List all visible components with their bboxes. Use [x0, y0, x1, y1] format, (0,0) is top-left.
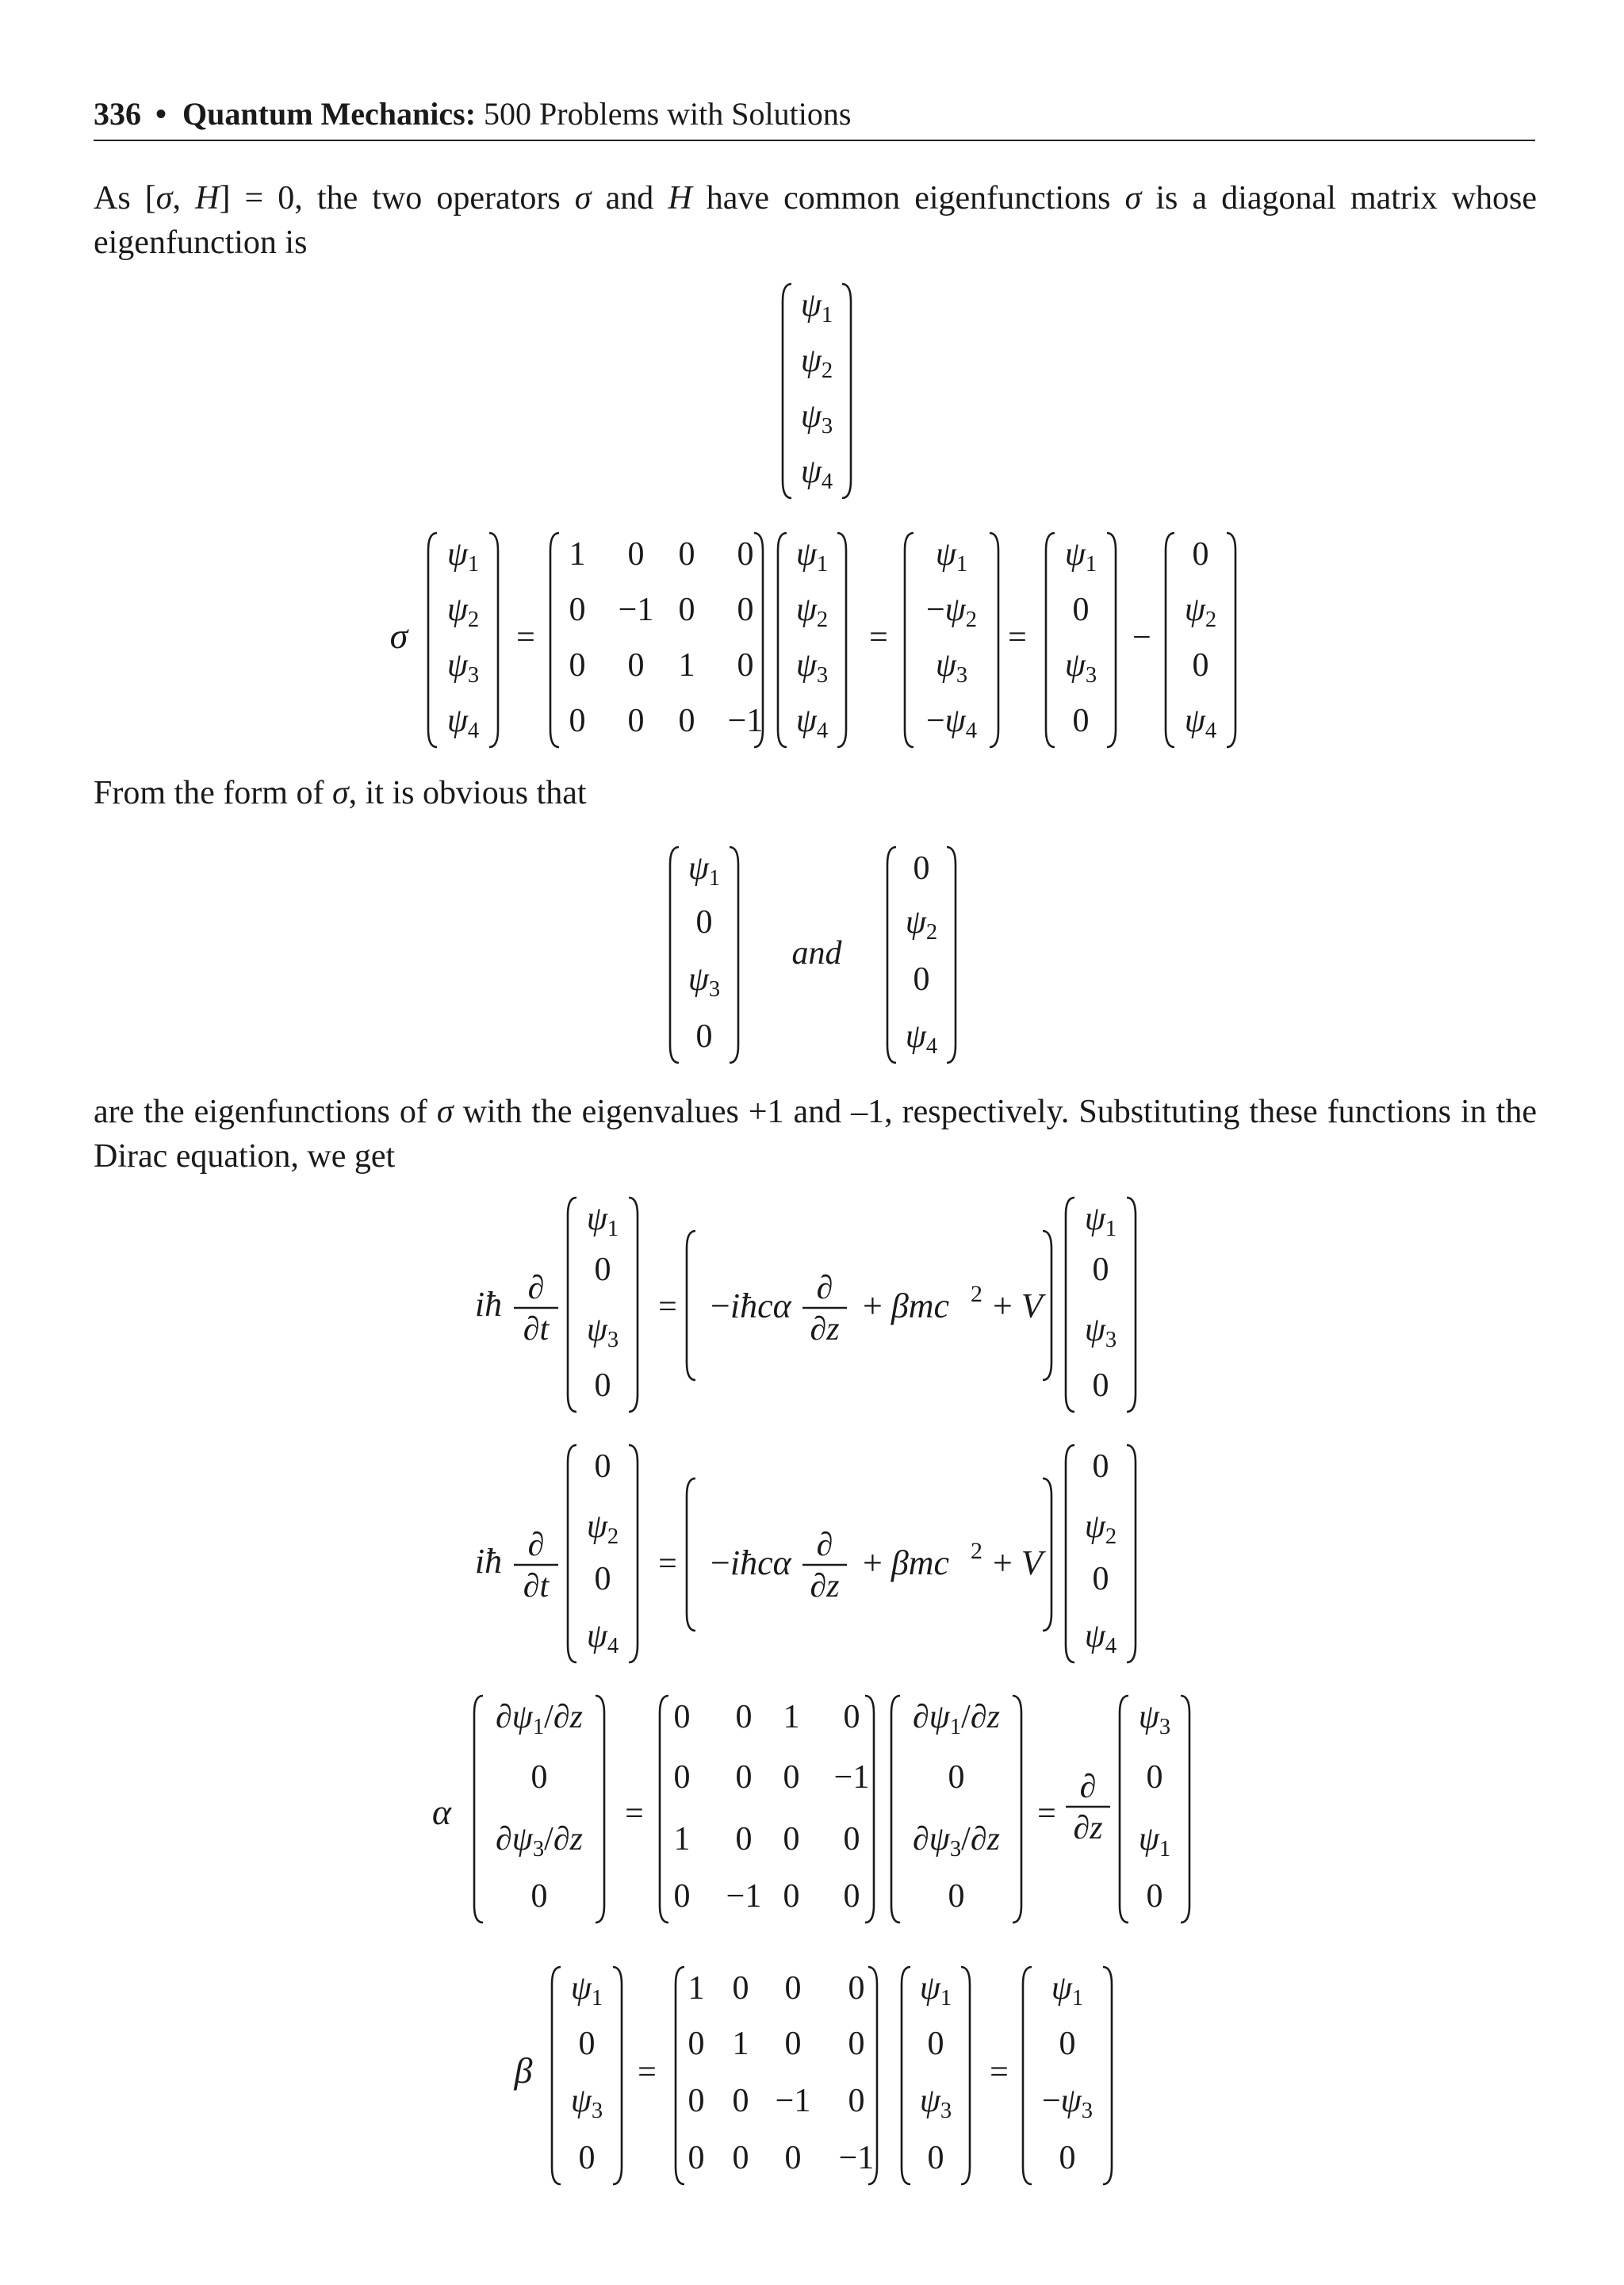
vector-entry: ψ3: [935, 647, 968, 688]
right-paren: [1103, 1967, 1112, 2184]
right-paren: [613, 1967, 622, 2184]
sigma-equation: [390, 533, 1235, 747]
right-paren: [1013, 1696, 1021, 1923]
fraction-denominator: ∂t: [523, 1311, 550, 1348]
eigenfunction-plus: [670, 847, 738, 1063]
matrix-entry: 0: [627, 536, 645, 573]
matrix-entry: 0: [737, 592, 754, 628]
equals-sign: =: [869, 619, 888, 656]
matrix-entry: 1: [673, 1821, 691, 1858]
left-paren: [902, 1967, 910, 2184]
vector-entry: 0: [1092, 1367, 1109, 1404]
operator-prefix: −iħcα: [710, 1286, 791, 1325]
fraction-numerator: ∂: [816, 1270, 833, 1306]
right-paren: [842, 284, 851, 498]
matrix-entry: 0: [784, 2026, 802, 2062]
matrix-entry: 0: [732, 1970, 749, 2007]
matrix-entry: −1: [727, 703, 764, 739]
paragraph-eigenvalues: are the eigenfunctions of σ with the eigenvalues +1 and –1, respectively. Substituting these functions in the Dirac equation, we get: [94, 1094, 1537, 1175]
vector-entry: 0: [1092, 1448, 1109, 1485]
equals-sign: =: [658, 1546, 677, 1582]
vector-entry: ψ2: [800, 343, 833, 383]
vector-entry: −ψ3: [1041, 2083, 1094, 2123]
right-paren: [489, 533, 498, 747]
left-paren: [568, 1445, 576, 1662]
matrix-entry: 0: [627, 647, 645, 684]
vector-entry: ψ2: [1084, 1509, 1117, 1549]
matrix-entry: 0: [678, 703, 695, 739]
matrix-entry: 0: [735, 1821, 753, 1858]
vector-entry: ψ2: [446, 592, 480, 632]
equals-sign: =: [638, 2054, 657, 2091]
equals-sign: =: [1037, 1796, 1056, 1832]
matrix-entry: −1: [775, 2083, 811, 2119]
space-derivative: [802, 1527, 847, 1604]
vector-entry: 0: [1192, 536, 1209, 573]
matrix-entry: 0: [784, 2140, 802, 2176]
z-derivative: [1066, 1769, 1110, 1846]
matrix-entry: 0: [627, 703, 645, 739]
vector-entry: ψ4: [905, 1018, 938, 1059]
sigma-split-a: [1046, 533, 1116, 747]
dirac-lhs-vector: [568, 1445, 638, 1662]
matrix-entry: 0: [737, 647, 754, 684]
matrix-entry: 0: [673, 1878, 691, 1915]
superscript-two: 2: [971, 1281, 982, 1307]
vector-entry: 0: [594, 1561, 611, 1597]
vector-entry: 0: [1146, 1878, 1163, 1915]
sigma-split-b: [1166, 533, 1235, 747]
left-paren: [778, 533, 787, 747]
matrix-entry: 0: [848, 2026, 865, 2062]
operator-prefix: −iħcα: [710, 1543, 791, 1582]
vector-entry: ψ3: [688, 961, 721, 1002]
right-paren: [990, 533, 998, 747]
vector-entry: −ψ2: [925, 592, 978, 632]
left-paren: [1066, 1198, 1074, 1412]
fraction-denominator: ∂z: [810, 1568, 840, 1604]
beta-operator: β: [514, 2050, 533, 2091]
vector-entry: ∂ψ3/∂z: [496, 1821, 583, 1861]
vector-entry: ψ1: [1084, 1201, 1117, 1241]
matrix-entry: 0: [688, 2083, 705, 2119]
matrix-entry: 0: [784, 1970, 802, 2007]
matrix-entry: −1: [726, 1878, 762, 1915]
vector-entry: ψ3: [919, 2083, 952, 2123]
vector-entry: 0: [927, 2026, 944, 2062]
sigma-matrix: [550, 533, 763, 747]
sigma-psi-vector: [778, 533, 846, 747]
vector-entry: 0: [594, 1367, 611, 1404]
fraction-numerator: ∂: [527, 1270, 545, 1306]
vector-entry: ψ1: [586, 1201, 619, 1241]
eigenfunction-minus: [887, 847, 956, 1063]
vector-entry: 0: [913, 961, 930, 998]
dirac-equation-2: [475, 1445, 1136, 1662]
matrix-entry: 0: [569, 647, 586, 684]
vector-entry: −ψ4: [925, 703, 978, 743]
matrix-entry: 0: [783, 1878, 800, 1915]
equals-sign: =: [516, 619, 535, 656]
right-paren: [1181, 1696, 1189, 1923]
dirac-rhs-vector: [1066, 1445, 1136, 1662]
vector-entry: ψ1: [688, 850, 721, 891]
vector-entry: ψ3: [586, 1312, 619, 1352]
vector-entry: ψ3: [1084, 1312, 1117, 1352]
matrix-entry: 0: [843, 1699, 860, 1735]
fraction-denominator: ∂t: [523, 1568, 550, 1604]
right-paren: [629, 1198, 638, 1412]
alpha-psi-vector: [891, 1696, 1021, 1923]
eigenfunction-vector: [783, 284, 851, 498]
operator-potential: + V: [993, 1543, 1043, 1582]
vector-entry: 0: [695, 904, 713, 941]
matrix-entry: 0: [737, 536, 754, 573]
vector-entry: 0: [1092, 1252, 1109, 1288]
sigma-lhs-vector: [428, 533, 498, 747]
right-paren: [947, 847, 956, 1063]
book-title: Quantum Mechanics:: [182, 96, 477, 132]
right-paren: [1043, 1231, 1051, 1380]
matrix-entry: 0: [569, 703, 586, 739]
time-derivative: [514, 1270, 558, 1348]
matrix-entry: 0: [783, 1759, 800, 1796]
matrix-entry: 1: [732, 2026, 749, 2062]
right-paren: [961, 1967, 970, 2184]
beta-equation: [514, 1967, 1112, 2184]
vector-entry: ∂ψ1/∂z: [913, 1699, 1000, 1739]
left-paren: [660, 1696, 668, 1923]
vector-entry: 0: [578, 2140, 596, 2176]
right-paren: [1127, 1198, 1136, 1412]
left-paren: [783, 284, 791, 498]
ih-bar: iħ: [474, 1285, 503, 1324]
vector-entry: 0: [1072, 592, 1090, 628]
dirac-operator: [687, 1231, 1051, 1380]
vector-entry: 0: [1059, 2026, 1076, 2062]
vector-entry: 0: [530, 1759, 548, 1796]
right-paren: [865, 1696, 874, 1923]
space-derivative: [802, 1270, 847, 1348]
right-paren: [1127, 1445, 1136, 1662]
vector-entry: ψ3: [795, 647, 829, 688]
matrix-entry: 0: [688, 2026, 705, 2062]
vector-entry: ψ3: [800, 398, 833, 439]
right-paren: [837, 533, 846, 747]
vector-entry: ψ4: [586, 1618, 619, 1658]
matrix-entry: 1: [783, 1699, 800, 1735]
left-paren: [1066, 1445, 1074, 1662]
vector-entry: 0: [927, 2140, 944, 2176]
vector-entry: ψ2: [795, 592, 829, 632]
vector-entry: ψ3: [446, 647, 480, 688]
left-paren: [1046, 533, 1055, 747]
dirac-operator: [687, 1478, 1051, 1631]
vector-entry: ψ1: [1138, 1821, 1171, 1861]
fraction-numerator: ∂: [527, 1527, 545, 1563]
left-paren: [552, 1967, 561, 2184]
beta-psi-vector: [902, 1967, 970, 2184]
superscript-two: 2: [971, 1538, 982, 1564]
matrix-entry: 0: [678, 592, 695, 628]
ih-bar: iħ: [474, 1542, 503, 1581]
equals-sign: =: [625, 1796, 644, 1832]
vector-entry: ψ1: [935, 536, 968, 577]
matrix-entry: 0: [735, 1759, 753, 1796]
matrix-entry: 0: [843, 1878, 860, 1915]
right-paren: [1043, 1478, 1051, 1631]
matrix-entry: −1: [833, 1759, 870, 1796]
fraction-denominator: ∂z: [1073, 1810, 1103, 1846]
vector-entry: 0: [1072, 703, 1090, 739]
alpha-operator: α: [431, 1792, 452, 1832]
left-paren: [1023, 1967, 1032, 2184]
matrix-entry: 0: [673, 1759, 691, 1796]
page-number: 336: [94, 96, 141, 132]
operator-potential: + V: [993, 1286, 1043, 1325]
vector-entry: 0: [948, 1759, 965, 1796]
header-bullet: •: [155, 96, 167, 132]
vector-entry: 0: [1192, 647, 1209, 684]
sigma-operator: σ: [389, 615, 408, 656]
fraction-numerator: ∂: [816, 1527, 833, 1563]
right-paren: [629, 1445, 638, 1662]
vector-entry: ψ4: [1184, 703, 1217, 743]
vector-entry: 0: [578, 2026, 596, 2062]
dirac-lhs-vector: [568, 1198, 638, 1412]
vector-entry: ψ1: [800, 287, 833, 328]
and-label: and: [791, 935, 842, 972]
vector-entry: 0: [594, 1448, 611, 1485]
paragraph-intro: As [σ, H] = 0, the two operators σ and H have common eigenfunctions σ is a diagonal matrix whose eigenfunction is: [94, 180, 1537, 261]
left-paren: [474, 1696, 483, 1923]
time-derivative: [514, 1527, 558, 1604]
alpha-lhs-vector: [474, 1696, 604, 1923]
left-paren: [905, 533, 914, 747]
beta-lhs-vector: [552, 1967, 622, 2184]
operator-mass-term: + βmc: [863, 1543, 950, 1582]
vector-entry: ψ3: [1064, 647, 1097, 688]
right-paren: [1227, 533, 1235, 747]
beta-result-vector: [1023, 1967, 1112, 2184]
right-paren: [730, 847, 738, 1063]
fraction-numerator: ∂: [1079, 1769, 1097, 1805]
matrix-entry: 0: [783, 1821, 800, 1858]
left-paren: [676, 1967, 684, 2184]
equals-sign: =: [990, 2054, 1009, 2091]
vector-entry: ψ4: [800, 454, 833, 494]
sigma-result-vector: [905, 533, 998, 747]
vector-entry: ψ1: [1051, 1970, 1084, 2011]
vector-entry: 0: [530, 1878, 548, 1915]
matrix-entry: 0: [732, 2083, 749, 2119]
matrix-entry: 0: [688, 2140, 705, 2176]
operator-mass-term: + βmc: [863, 1286, 950, 1325]
fraction-denominator: ∂z: [810, 1311, 840, 1348]
vector-entry: ∂ψ1/∂z: [496, 1699, 583, 1739]
vector-entry: 0: [1146, 1759, 1163, 1796]
matrix-entry: 0: [848, 1970, 865, 2007]
matrix-entry: 0: [843, 1821, 860, 1858]
beta-matrix: [676, 1967, 877, 2184]
alpha-equation: [432, 1696, 1189, 1923]
vector-entry: ψ2: [586, 1509, 619, 1549]
left-paren: [550, 533, 559, 747]
eigenfunction-pair: [670, 847, 956, 1063]
vector-entry: ψ1: [919, 1970, 952, 2011]
vector-entry: 0: [594, 1252, 611, 1288]
vector-entry: ψ4: [795, 703, 829, 743]
vector-entry: ψ1: [446, 536, 480, 577]
vector-entry: ψ3: [570, 2083, 603, 2123]
vector-entry: 0: [1059, 2140, 1076, 2176]
matrix-entry: 0: [848, 2083, 865, 2119]
minus-sign: −: [1132, 619, 1151, 656]
matrix-entry: 0: [569, 592, 586, 628]
right-paren: [1107, 533, 1116, 747]
psi-vector: [783, 284, 851, 498]
vector-entry: 0: [1092, 1561, 1109, 1597]
vector-entry: ψ1: [570, 1970, 603, 2011]
equals-sign: =: [1008, 619, 1027, 656]
vector-entry: 0: [695, 1018, 713, 1055]
vector-entry: ∂ψ3/∂z: [913, 1821, 1000, 1861]
equals-sign: =: [658, 1289, 677, 1325]
matrix-entry: 1: [678, 647, 695, 684]
vector-entry: ψ2: [905, 904, 938, 945]
alpha-result-vector: [1120, 1696, 1189, 1923]
matrix-entry: 1: [569, 536, 586, 573]
left-paren: [1120, 1696, 1128, 1923]
left-paren: [687, 1231, 695, 1380]
dirac-equation-1: [475, 1198, 1136, 1412]
left-paren: [568, 1198, 576, 1412]
alpha-matrix: [660, 1696, 874, 1923]
left-paren: [891, 1696, 900, 1923]
vector-entry: 0: [948, 1878, 965, 1915]
vector-entry: ψ4: [1084, 1618, 1117, 1658]
paragraph-form-of-sigma: From the form of σ, it is obvious that: [94, 775, 587, 811]
vector-entry: ψ4: [446, 703, 480, 743]
vector-entry: 0: [913, 850, 930, 887]
matrix-entry: 1: [688, 1970, 705, 2007]
left-paren: [887, 847, 896, 1063]
right-paren: [596, 1696, 604, 1923]
matrix-entry: 0: [673, 1699, 691, 1735]
matrix-entry: 0: [678, 536, 695, 573]
book-subtitle: 500 Problems with Solutions: [484, 96, 852, 132]
left-paren: [428, 533, 437, 747]
vector-entry: ψ3: [1138, 1699, 1171, 1739]
matrix-entry: −1: [838, 2140, 875, 2176]
matrix-entry: 0: [732, 2140, 749, 2176]
vector-entry: ψ1: [1064, 536, 1097, 577]
vector-entry: ψ1: [795, 536, 829, 577]
left-paren: [670, 847, 679, 1063]
left-paren: [1166, 533, 1174, 747]
matrix-entry: −1: [618, 592, 654, 628]
dirac-rhs-vector: [1066, 1198, 1136, 1412]
matrix-entry: 0: [735, 1699, 753, 1735]
left-paren: [687, 1478, 695, 1631]
vector-entry: ψ2: [1184, 592, 1217, 632]
